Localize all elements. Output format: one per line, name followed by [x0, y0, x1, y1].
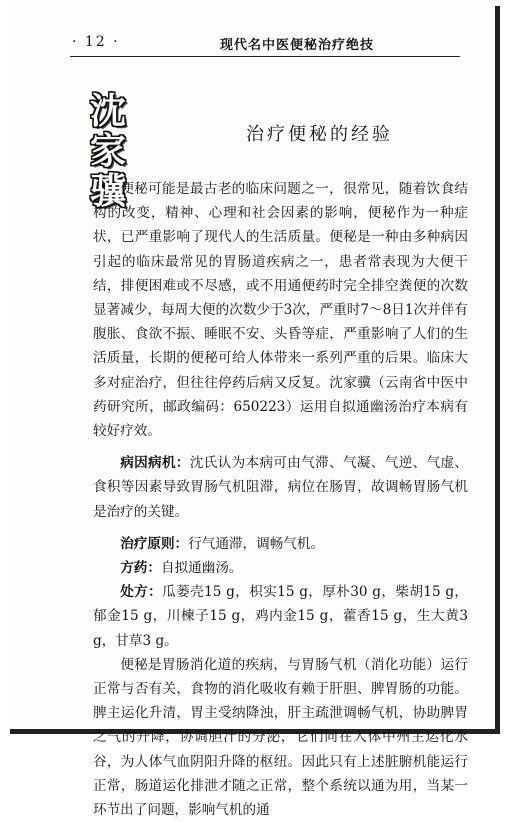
prescription-paragraph — [93, 580, 468, 653]
section-label: 病因病机： — [120, 455, 190, 472]
author-char: 家 — [90, 130, 127, 172]
author-char: 骥 — [90, 170, 127, 212]
pathogenesis-paragraph — [93, 451, 468, 524]
author-char: 沈 — [90, 90, 127, 132]
section-label: 治疗原则： — [120, 535, 189, 552]
section-label: 处方： — [120, 584, 163, 601]
running-title: 现代名中医便秘治疗绝技 — [220, 38, 375, 53]
section-text: 自拟通幽汤。 — [160, 560, 243, 577]
article-body — [93, 177, 468, 822]
intro-paragraph: 便秘可能是最古老的临床问题之一，很常见，随着饮食结构的改变，精神、心理和社会因素的影响，便秘作为一种症状，已严重影响了现代人的生活质量。便秘是一种由多种病因引起的临床最常见的胃肠道疾病之一，患者常表现为大便干结，排便困难或不尽感，或不用通便药时完全排空粪便的次数显著减少，每周大便的次数少于3次，严重时7～8日1次并伴有腹胀、食欲不振、睡眠不安、头昏等症，严重影响了人们的生活质量，长期的便秘可给人体带来一系列严重的后果。临床大多对症治疗，但往往停药后病又反复。沈家骥（云南省中医中药研究所，邮政编码：650223）运用自拟通幽汤治疗本病有较好疗效。 — [93, 181, 468, 440]
discussion-paragraph: 便秘是胃肠消化道的疾病，与胃肠气机（消化功能）运行正常与否有关，食物的消化吸收有赖于肝胆、脾胃肠的功能。脾主运化升清，胃主受纳降浊，肝主疏泄调畅气机，协助脾胃之气的升降，协调胆汁的分泌，它们同在人体中州主运化水谷，为人体气血阴阳升降的枢纽。因此只有上述脏腑机能运行正常，肠道运化排泄才随之正常，整个系统以通为用，当某一环节出了问题，影响气机的通 — [93, 656, 468, 819]
section-label: 方药： — [120, 560, 161, 577]
section-text: 行气通滞，调畅气机。 — [188, 535, 325, 552]
page-header — [70, 30, 460, 57]
section-text: 沈氏认为本病可由气滞、气凝、气逆、气虚、食积等因素导致胃肠气机阻滞，病位在肠胃，故调畅胃肠气机是治疗的关键。 — [93, 455, 469, 520]
formula-paragraph — [93, 556, 468, 580]
principle-paragraph — [93, 532, 468, 556]
article-title: 治疗便秘的经验 — [246, 124, 393, 145]
section-text: 瓜蒌壳15 g，枳实15 g，厚朴30 g，柴胡15 g，郁金15 g，川楝子15 g，鸡内金15 g，藿香15 g，生大黄3 g，甘草3 g。 — [93, 584, 469, 649]
page-number: · 12 · — [72, 34, 120, 50]
